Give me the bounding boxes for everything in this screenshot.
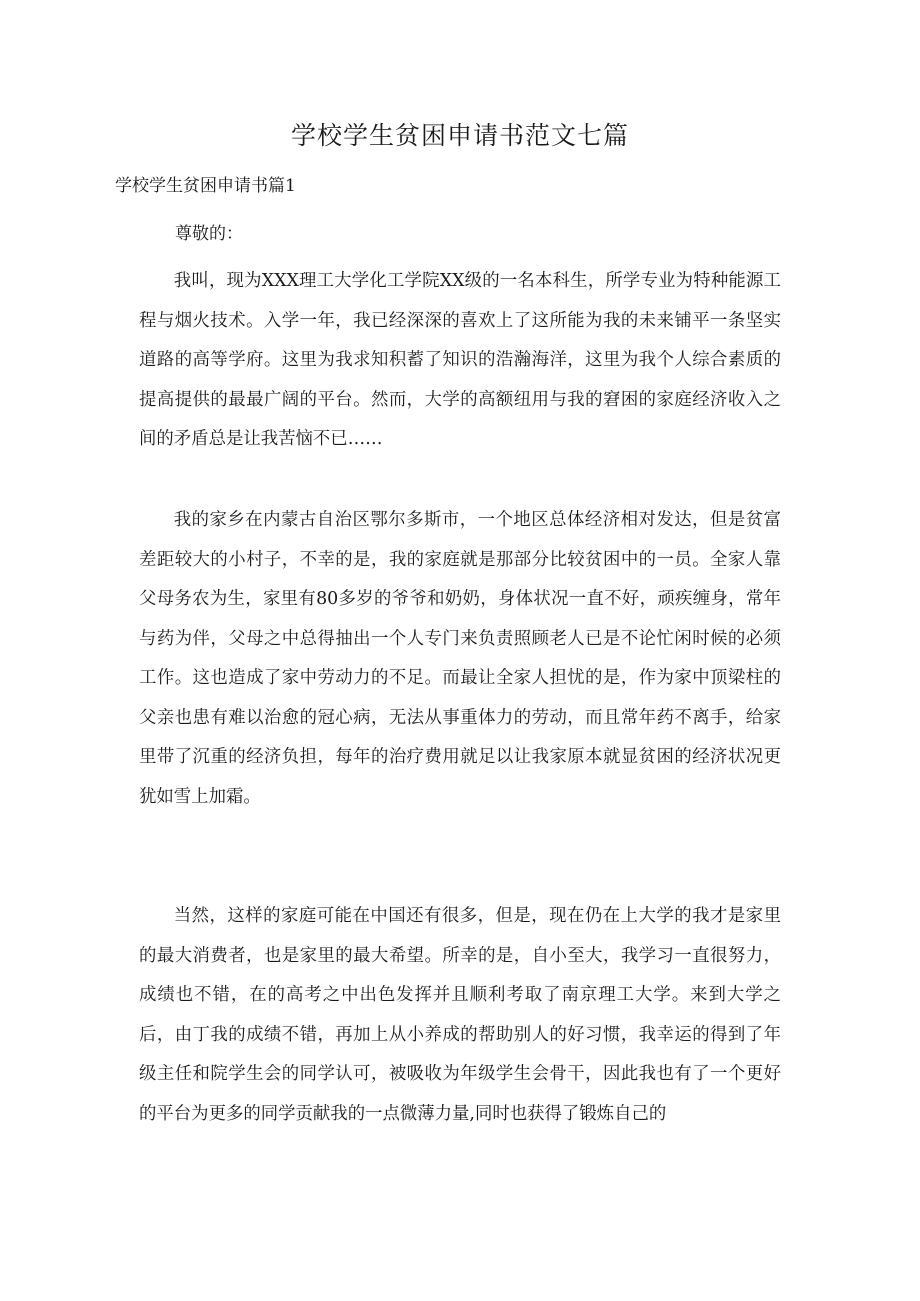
body-paragraph: 我的家乡在内蒙古自治区鄂尔多斯市，一个地区总体经济相对发达，但是贫富差距较大的小村子，不幸的是，我的家庭就是那部分比较贫困中的一员。全家人靠父母务农为生，家里有80多岁的爷爷和奶奶，身体状况一直不好，顽疾缠身，常年与药为伴，父母之中总得抽出一个人专门来负责照顾老人已是不论忙闲时候的必须工作。这也造成了家中劳动力的不足。而最让全家人担忧的是，作为家中顶梁柱的父亲也患有难以治愈的冠心病，无法从事重体力的劳动，而且常年药不离手，给家里带了沉重的经济负担，每年的治疗费用就足以让我家原本就显贫困的经济状况更犹如雪上加霜。: [139, 510, 781, 807]
section-heading: 学校学生贫困申请书篇1: [115, 176, 296, 196]
body-paragraph: 当然，这样的家庭可能在中国还有很多，但是，现在仍在上大学的我才是家里的最大消费者，也是家里的最大希望。所幸的是，自小至大，我学习一直很努力，成绩也不错，在的高考之中出色发挥并且顺利考取了南京理工大学。来到大学之后，由丁我的成绩不错，再加上从小养成的帮助别人的好习惯，我幸运的得到了年级主任和院学生会的同学认可，被吸收为年级学生会骨干，因此我也有了一个更好的平台为更多的同学贡献我的一点微薄力量,同时也获得了锻炼自己的: [139, 906, 781, 1124]
body-paragraph: 我叫，现为XXX理工大学化工学院XX级的一名本科生，所学专业为特种能源工程与烟火技术。入学一年，我已经深深的喜欢上了这所能为我的未来铺平一条坚实道路的高等学府。这里为我求知积蓄了知识的浩瀚海洋，这里为我个人综合素质的提高提供的最最广阔的平台。然而，大学的高额纽用与我的窘困的家庭经济收入之间的矛盾总是让我苦恼不已……: [139, 271, 781, 449]
salutation: 尊敬的：: [175, 224, 243, 244]
document-title: 学校学生贫困申请书范文七篇: [290, 121, 629, 150]
